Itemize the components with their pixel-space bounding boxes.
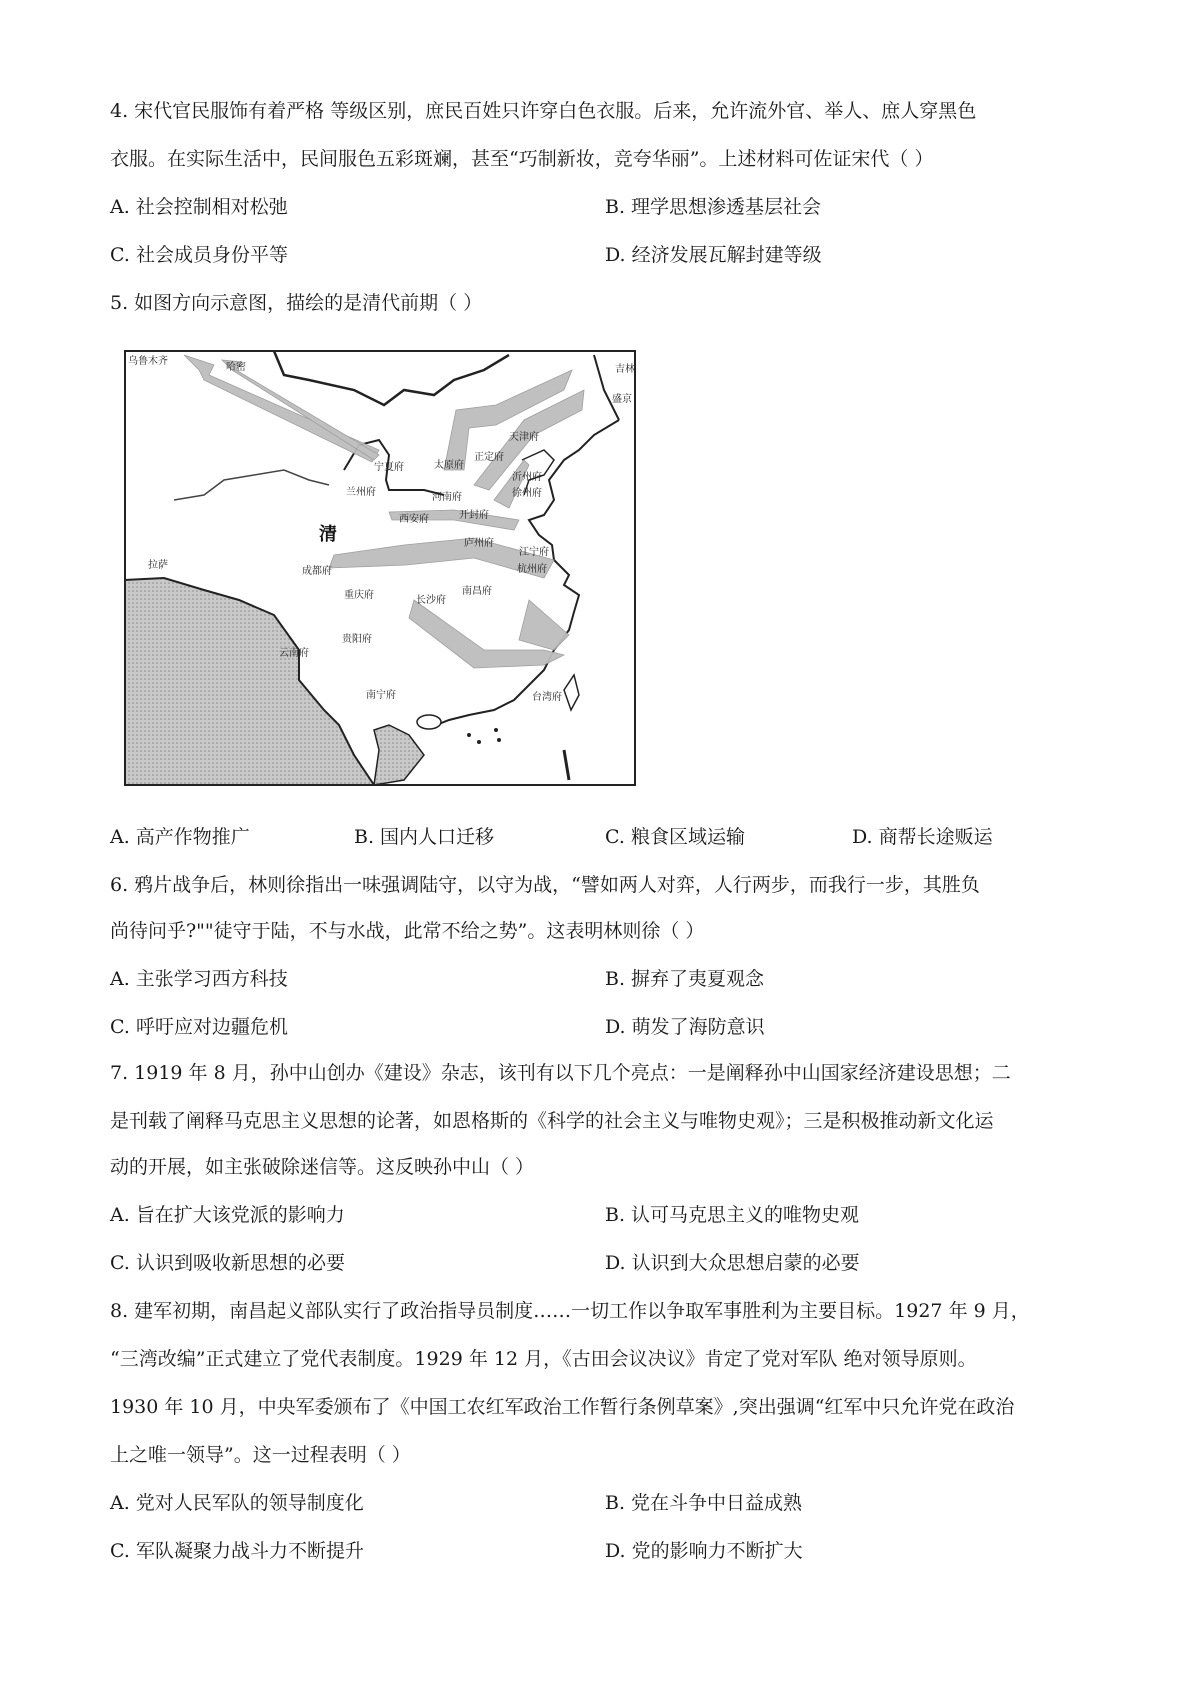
place-hami: 哈密 (226, 362, 246, 373)
q5-option-d[interactable]: D. 商帮长途贩运 (852, 826, 993, 848)
map-country-label: 清 (319, 524, 337, 545)
q6-option-b[interactable]: B. 摒弃了夷夏观念 (605, 968, 765, 990)
q4-option-d[interactable]: D. 经济发展瓦解封建等级 (605, 244, 822, 266)
place-nanchang: 南昌府 (462, 586, 492, 597)
place-tianjin: 天津府 (509, 432, 539, 443)
q4-option-a[interactable]: A. 社会控制相对松弛 (110, 196, 288, 218)
place-taiwan: 台湾府 (532, 692, 562, 703)
place-guiyang: 贵阳府 (342, 634, 372, 645)
place-zhengding: 正定府 (474, 452, 504, 463)
q5-option-b[interactable]: B. 国内人口迁移 (354, 826, 495, 848)
q4-option-b[interactable]: B. 理学思想渗透基层社会 (605, 196, 822, 218)
place-ningxia: 宁夏府 (374, 462, 404, 473)
place-yunnan: 云南府 (279, 648, 309, 659)
place-chengdu: 成都府 (302, 566, 332, 577)
hainan-island (417, 715, 441, 729)
q8-option-c[interactable]: C. 军队凝聚力战斗力不断提升 (110, 1540, 364, 1562)
q6-stem-line1: 6. 鸦片战争后，林则徐指出一味强调陆守，以守为战，“譬如两人对弈，人行两步，而我行一步，其胜负 (110, 874, 980, 896)
q6-option-d[interactable]: D. 萌发了海防意识 (605, 1016, 765, 1038)
q8-option-b[interactable]: B. 党在斗争中日益成熟 (605, 1492, 803, 1514)
place-yizhou: 沂州府 (512, 472, 542, 483)
place-shengjing: 盛京 (612, 394, 632, 405)
q8-stem-line4: 上之唯一领导”。这一过程表明（ ） (110, 1444, 411, 1466)
q5-option-c[interactable]: C. 粮食区域运输 (605, 826, 745, 848)
q8-stem-line2: “三湾改编”正式建立了党代表制度。1929 年 12 月，《古田会议决议》肯定了党对军队 绝对领导原则。 (110, 1348, 977, 1370)
q8-option-a[interactable]: A. 党对人民军队的领导制度化 (110, 1492, 364, 1514)
q4-stem-line1: 4. 宋代官民服饰有着严格 等级区别，庶民百姓只许穿白色衣服。后来，允许流外官、举人、庶人穿黑色 (110, 100, 977, 122)
q6-option-a[interactable]: A. 主张学习西方科技 (110, 968, 288, 990)
q4-option-c[interactable]: C. 社会成员身份平等 (110, 244, 288, 266)
q5-stem-line1: 5. 如图方向示意图，描绘的是清代前期（ ） (110, 292, 483, 314)
place-changsha: 长沙府 (416, 595, 446, 606)
place-urumqi: 乌鲁木齐 (128, 356, 168, 367)
place-henan: 河南府 (432, 492, 462, 503)
place-xian: 西安府 (399, 514, 429, 525)
q7-option-d[interactable]: D. 认识到大众思想启蒙的必要 (605, 1252, 860, 1274)
q7-option-b[interactable]: B. 认可马克思主义的唯物史观 (605, 1204, 860, 1226)
place-chongqing: 重庆府 (344, 590, 374, 601)
q8-option-d[interactable]: D. 党的影响力不断扩大 (605, 1540, 803, 1562)
place-lanzhou: 兰州府 (346, 487, 376, 498)
q8-stem-line3: 1930 年 10 月，中央军委颁布了《中国工农红军政治工作暂行条例草案》,突出强调“红军中只允许党在政治 (110, 1396, 1015, 1418)
place-jilin: 吉林 (615, 364, 635, 375)
place-kaifeng: 开封府 (459, 510, 489, 521)
place-nanning: 南宁府 (366, 690, 396, 701)
q7-option-a[interactable]: A. 旨在扩大该党派的影响力 (110, 1204, 345, 1226)
q6-stem-line2: 尚待问乎?""徒守于陆，不与水战，此常不给之势”。这表明林则徐（ ） (110, 920, 705, 942)
place-luzhou: 庐州府 (464, 538, 494, 549)
q7-stem-line3: 动的开展，如主张破除迷信等。这反映孙中山（ ） (110, 1156, 535, 1178)
q7-option-c[interactable]: C. 认识到吸收新思想的必要 (110, 1252, 345, 1274)
place-xuzhou: 徐州府 (512, 488, 542, 499)
q7-stem-line2: 是刊载了阐释马克思主义思想的论著，如恩格斯的《科学的社会主义与唯物史观》；三是积极推动新文化运 (110, 1110, 994, 1132)
place-taiyuan: 太原府 (434, 460, 464, 471)
place-jiangning: 江宁府 (519, 547, 549, 558)
place-hangzhou: 杭州府 (517, 564, 547, 575)
place-lasa: 拉萨 (148, 560, 168, 571)
q7-stem-line1: 7. 1919 年 8 月，孙中山创办《建设》杂志，该刊有以下几个亮点：一是阐释孙中山国家经济建设思想；二 (110, 1062, 1011, 1084)
q5-option-a[interactable]: A. 高产作物推广 (110, 826, 250, 848)
qing-migration-map (124, 350, 636, 786)
q4-stem-line2: 衣服。在实际生活中，民间服色五彩斑斓，甚至“巧制新妆，竞夸华丽”。上述材料可佐证宋代（ ） (110, 148, 934, 170)
q8-stem-line1: 8. 建军初期，南昌起义部队实行了政治指导员制度……一切工作以争取军事胜利为主要目标。1927 年 9 月， (110, 1300, 1030, 1322)
q6-option-c[interactable]: C. 呼吁应对边疆危机 (110, 1016, 288, 1038)
